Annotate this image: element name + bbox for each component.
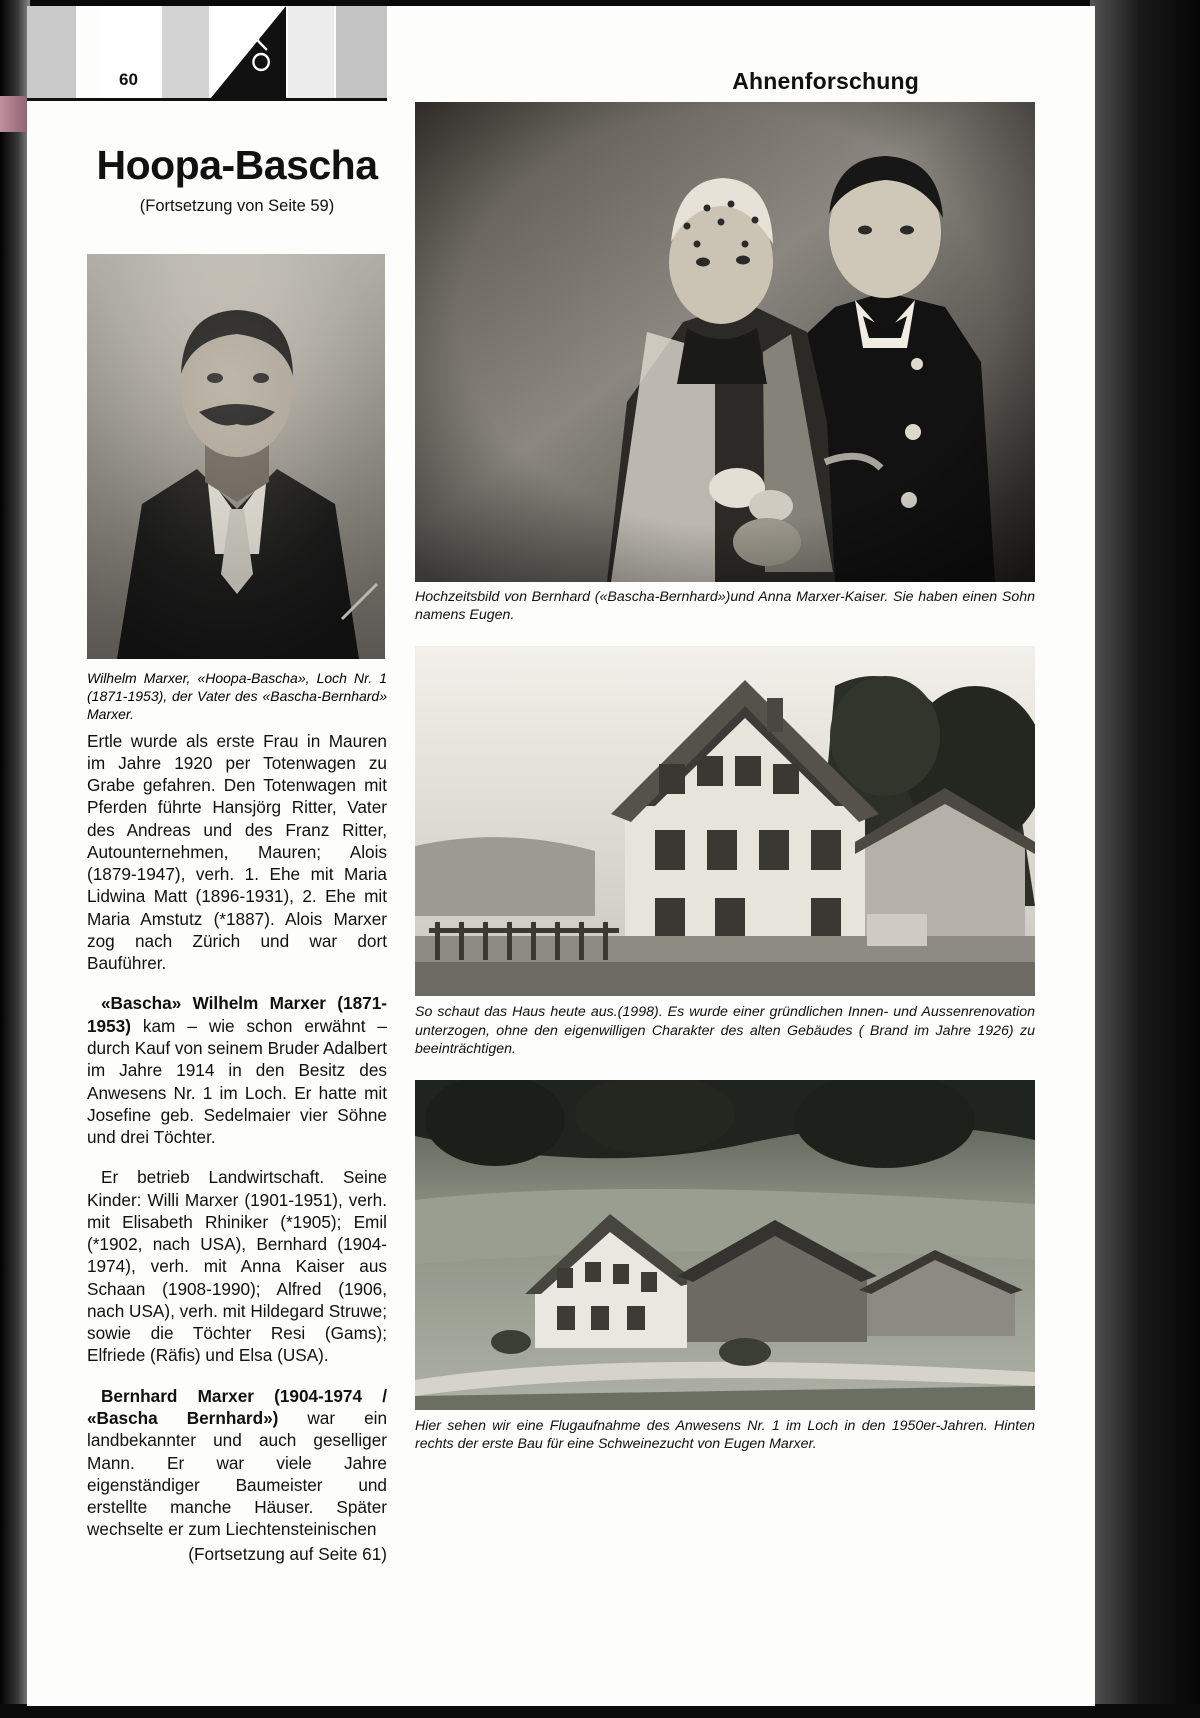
section-title: Ahnenforschung bbox=[732, 68, 919, 94]
header-barcode-graphic bbox=[27, 6, 387, 98]
compass-divider-icon bbox=[211, 6, 286, 98]
document-page bbox=[27, 6, 1095, 1706]
paragraph-2 bbox=[87, 992, 387, 1148]
scan-artifact bbox=[0, 96, 30, 132]
right-column bbox=[415, 102, 1035, 1453]
paragraph-4-rest: war ein landbekannter und auch geselliger Mann. Er war viele Jahre eigenständiger Baumeister und erstellte manche Häuser. Später wechselte er zum Liechtensteinischen bbox=[87, 1408, 387, 1540]
portrait-caption: Wilhelm Marxer, «Hoopa-Bascha», Loch Nr. 1 (1871-1953), der Vater des «Bascha-Bernhard» Marxer. bbox=[87, 670, 387, 723]
page-header bbox=[27, 6, 1095, 102]
page-number: 60 bbox=[119, 70, 138, 89]
continuation-note: (Fortsetzung auf Seite 61) bbox=[188, 1543, 387, 1564]
paragraph-4 bbox=[87, 1385, 387, 1541]
article-title: Hoopa-Bascha bbox=[96, 142, 378, 188]
article-subtitle: (Fortsetzung von Seite 59) bbox=[139, 197, 335, 215]
left-column bbox=[87, 102, 387, 1565]
paragraph-4-lead: Bernhard Marxer (1904-1974 / «Bascha Bernhard») bbox=[87, 1385, 387, 1428]
scan-edge-bottom bbox=[0, 1704, 1200, 1718]
header-rule bbox=[27, 98, 387, 101]
scan-edge-left bbox=[0, 0, 30, 1718]
aerial-caption: Hier sehen wir eine Flugaufnahme des Anwesens Nr. 1 im Loch in den 1950er-Jahren. Hinten rechts der erste Bau für eine Schweinezucht von Eugen Marxer. bbox=[415, 1417, 1035, 1453]
house-caption: So schaut das Haus heute aus.(1998). Es wurde einer gründlichen Innen- und Aussenrenovation unterzogen, ohne den eigenwilligen Charakter des alten Gebäudes ( Brand im Jahre 1926) zu beeinträchtigen. bbox=[415, 1004, 1035, 1057]
paragraph-1: Ertle wurde als erste Frau in Mauren im Jahre 1920 per Totenwagen zu Grabe gefahren. Den Totenwagen mit Pferden führte Hansjörg Ritter, Vater des Andreas und des Franz Ritter, Autounternehmen, Mauren; Alois (1879-1947), verh. 1. Ehe mit Maria Lidwina Matt (1896-1931), 2. Ehe mit Maria Amstutz (*1887). Alois Marxer zog nach Zürich und war dort Bauführer. bbox=[87, 730, 387, 974]
wedding-photo bbox=[415, 102, 1035, 582]
scan-edge-right bbox=[1090, 0, 1200, 1718]
paragraph-3: Er betrieb Landwirtschaft. Seine Kinder: Willi Marxer (1901-1951), verh. mit Elisabeth Rhiniker (*1905); Emil (*1902, nach USA), Bernhard (1904-1974), verh. mit Anna Kaiser aus Schaan (1908-1990); Alfred (1906, nach USA), verh. mit Hildegard Struwe; sowie die Töchter Resi (Gams); Elfriede (Räfis) und Elsa (USA). bbox=[87, 1167, 387, 1366]
house-photo bbox=[415, 646, 1035, 996]
wedding-caption: Hochzeitsbild von Bernhard («Bascha-Bernhard»)und Anna Marxer-Kaiser. Sie haben einen Sohn namens Eugen. bbox=[415, 589, 1035, 624]
aerial-photo bbox=[415, 1080, 1035, 1410]
paragraph-2-lead: «Bascha» Wilhelm Marxer (1871-1953) bbox=[87, 993, 387, 1036]
portrait-wilhelm-marxer bbox=[87, 254, 385, 659]
paragraph-2-rest: kam – wie schon erwähnt – durch Kauf von seinem Bruder Adalbert im Jahre 1914 in den Besitz des Anwesens Nr. 1 im Loch. Er hatte mit Josefine geb. Sedelmaier vier Söhne und drei Töchter. bbox=[87, 1015, 388, 1148]
